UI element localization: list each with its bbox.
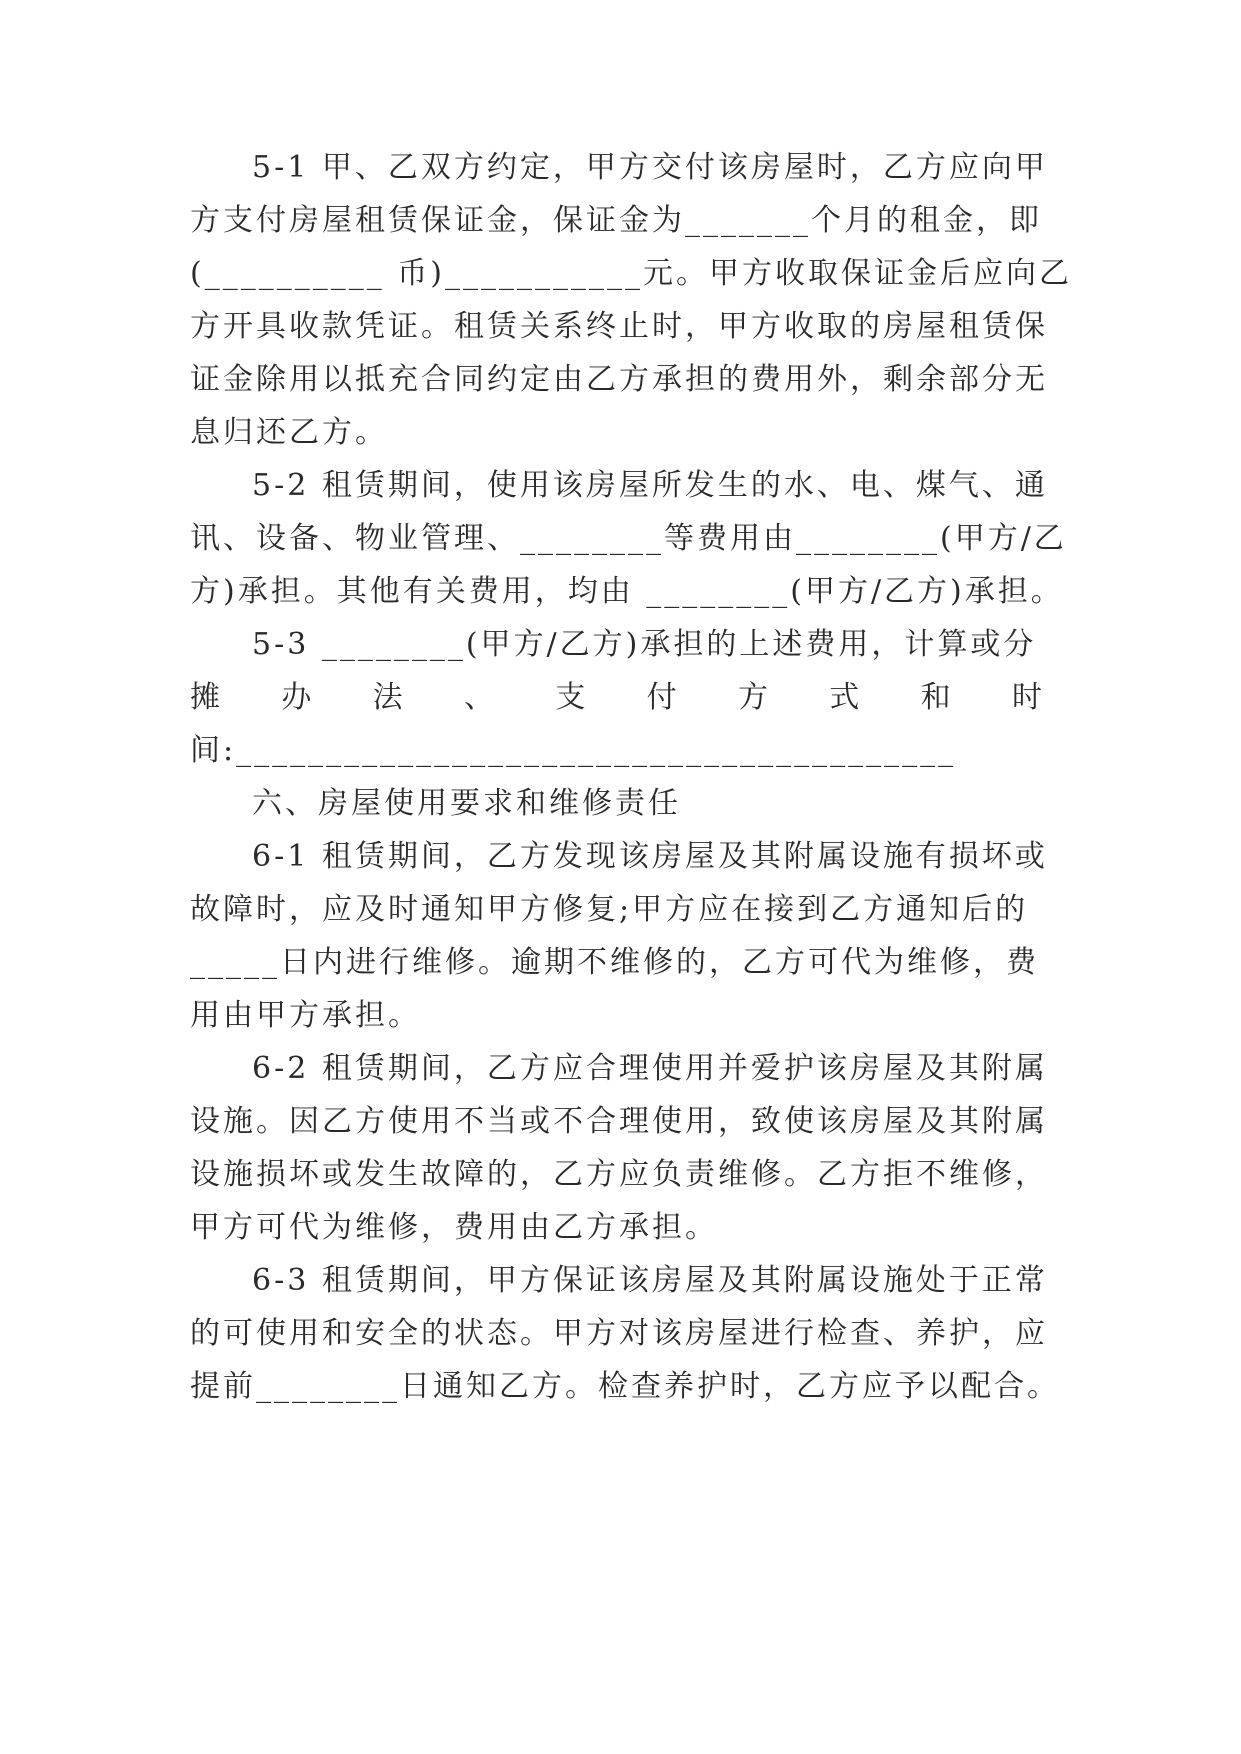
justified-char: 办 (281, 680, 312, 715)
section-heading: 六、房屋使用要求和维修责任 (252, 786, 681, 821)
text-line: 方开具收款凭证。租赁关系终止时，甲方收取的房屋租赁保 (190, 309, 1048, 344)
justified-char: 、 (463, 680, 494, 715)
justified-text-line (190, 678, 1042, 718)
text-line: 间:________________________________________ (190, 733, 957, 768)
text-line: 6-2 租赁期间，乙方应合理使用并爱护该房屋及其附属 (252, 1051, 1048, 1086)
justified-char: 法 (372, 680, 403, 715)
text-line: 设施损坏或发生故障的，乙方应负责维修。乙方拒不维修， (190, 1157, 1048, 1192)
text-line: 的可使用和安全的状态。甲方对该房屋进行检查、养护，应 (190, 1316, 1048, 1351)
justified-char: 和 (920, 680, 951, 715)
text-line: 证金除用以抵充合同约定由乙方承担的费用外，剩余部分无 (190, 362, 1048, 397)
text-line: 甲方可代为维修，费用由乙方承担。 (190, 1210, 718, 1245)
justified-char: 式 (829, 680, 860, 715)
text-line: 5-2 租赁期间，使用该房屋所发生的水、电、煤气、通 (252, 468, 1048, 503)
text-line: 故障时，应及时通知甲方修复;甲方应在接到乙方通知后的 (190, 892, 1029, 927)
justified-char: 时 (1011, 680, 1042, 715)
text-line: 设施。因乙方使用不当或不合理使用，致使该房屋及其附属 (190, 1104, 1048, 1139)
text-line: (__________ 币)___________元。甲方收取保证金后应向乙 (190, 256, 1072, 291)
justified-char: 支 (555, 680, 586, 715)
text-line: 5-3 ________(甲方/乙方)承担的上述费用，计算或分 (252, 627, 1037, 662)
justified-char: 摊 (190, 680, 220, 715)
justified-char: 方 (737, 680, 768, 715)
text-line: 6-1 租赁期间，乙方发现该房屋及其附属设施有损坏或 (252, 839, 1048, 874)
text-line: 讯、设备、物业管理、________等费用由________(甲方/乙 (190, 521, 1067, 556)
text-line: 方支付房屋租赁保证金，保证金为_______个月的租金，即 (190, 203, 1042, 238)
text-line: 提前________日通知乙方。检查养护时，乙方应予以配合。 (190, 1369, 1060, 1404)
text-line: 方)承担。其他有关费用，均由 ________(甲方/乙方)承担。 (190, 574, 1064, 609)
justified-char: 付 (646, 680, 677, 715)
text-line: 5-1 甲、乙双方约定，甲方交付该房屋时，乙方应向甲 (252, 150, 1048, 185)
text-line: 息归还乙方。 (190, 415, 388, 450)
text-line: _____日内进行维修。逾期不维修的，乙方可代为维修，费 (190, 945, 1039, 980)
text-line: 6-3 租赁期间，甲方保证该房屋及其附属设施处于正常 (252, 1263, 1048, 1298)
text-line: 用由甲方承担。 (190, 998, 421, 1033)
